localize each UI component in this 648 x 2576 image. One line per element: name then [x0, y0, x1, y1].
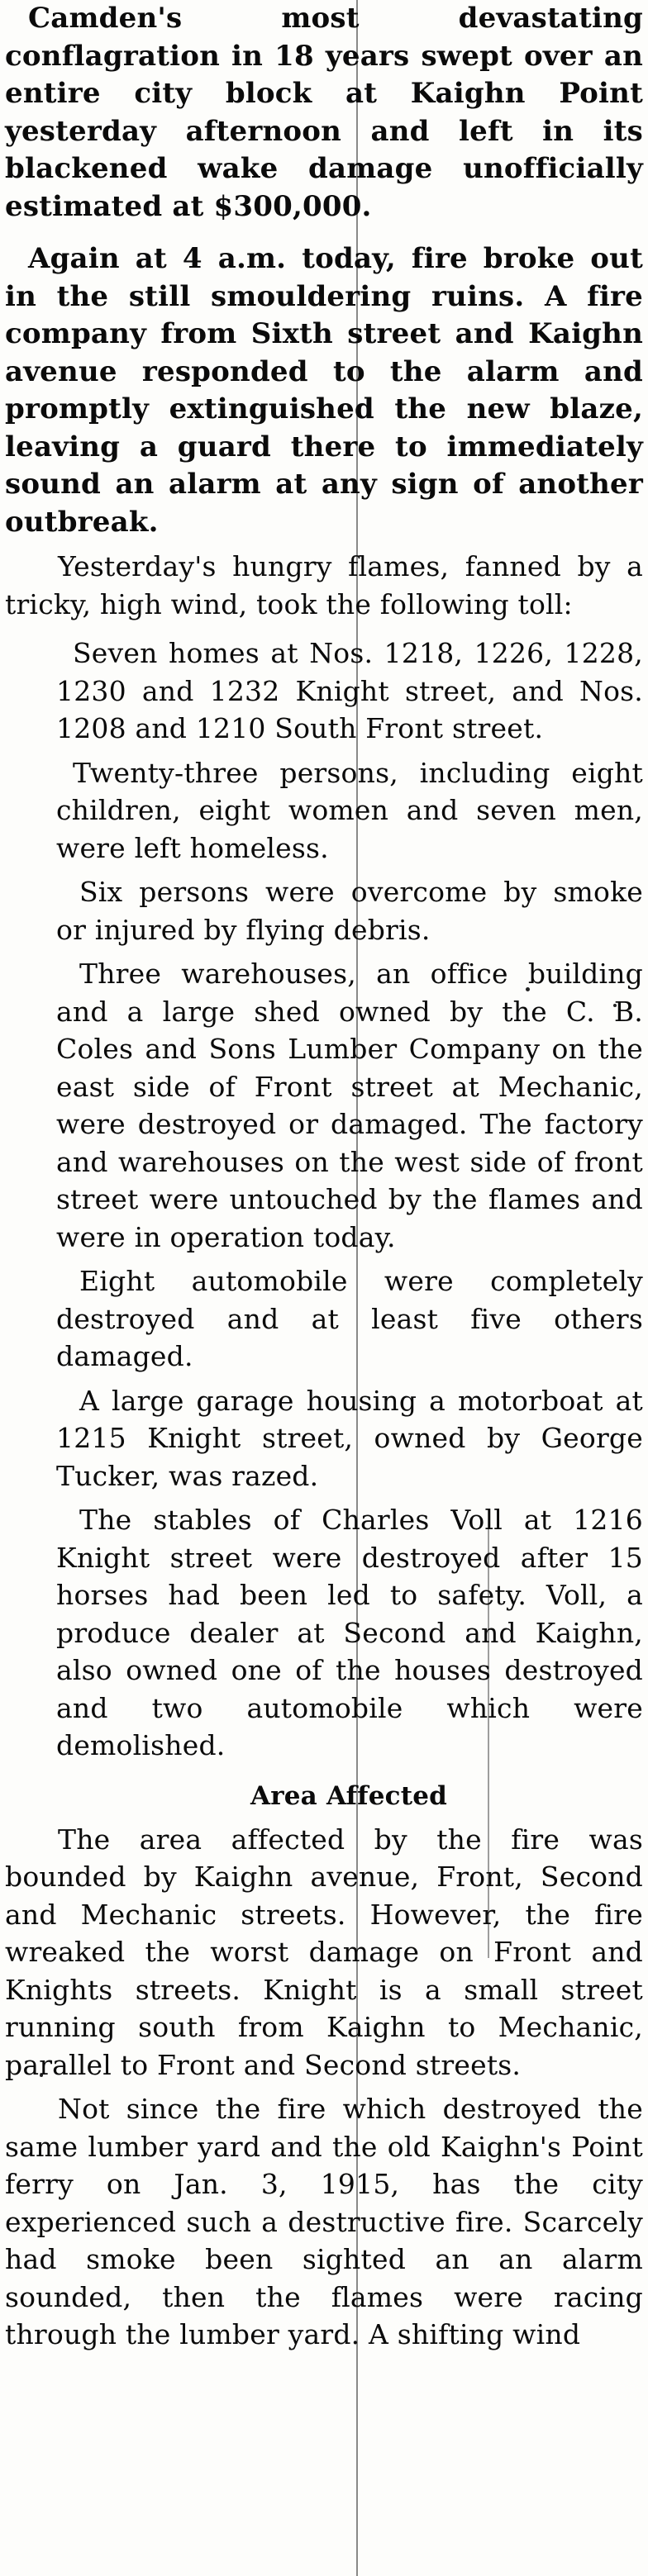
- toll-item-homeless: Twenty-three persons, including eight children, eight women and seven men, were left homeless.: [56, 756, 643, 864]
- lead-paragraph: Camden's most devastating conflagration in 18 years swept over an entire city block at Kaighn Point yesterday afternoon and left in its blackened wake damage unofficially estimated at $300,000.: [5, 2, 643, 223]
- paragraph-area: The area affected by the fire was bounded by Kaighn avenue, Front, Second and Mechanic streets. However, the fire wreaked the worst damage on Front and Knights streets. Knight is a small street running south from Kaighn to Mechanic, parallel to Front and Second streets.: [5, 1823, 643, 2081]
- toll-item-automobiles: Eight automobile were completely destroyed and at least five others damaged.: [56, 1265, 643, 1372]
- paragraph-toll-intro: Yesterday's hungry flames, fanned by a tricky, high wind, took the following toll:: [5, 550, 643, 620]
- subheading: Area Affected: [250, 1780, 448, 1811]
- toll-item-warehouses: Three warehouses, an office building and a large shed owned by the C. B. Coles and Sons Lumber Company on the east side of Front street at Mechanic, were destroyed or damaged. The factory and warehouses on the west side of front street were untouched by the flames and were in operation today.: [56, 958, 643, 1253]
- article-column: [5, 0, 643, 2354]
- paragraph-second-fire: Again at 4 a.m. today, fire broke out in the still smouldering ruins. A fire company from Sixth street and Kaighn avenue responded to the alarm and promptly extinguished the new blaze, leaving a guard there to immediately sound an alarm at any sign of another outbreak.: [5, 242, 643, 539]
- toll-item-injured: Six persons were overcome by smoke or injured by flying debris.: [56, 876, 643, 946]
- toll-item-homes: Seven homes at Nos. 1218, 1226, 1228, 1230 and 1232 Knight street, and Nos. 1208 and 1210 South Front street.: [56, 637, 643, 744]
- toll-item-garage: A large garage housing a motorboat at 1215 Knight street, owned by George Tucker, was razed.: [56, 1384, 643, 1492]
- paragraph-history: Not since the fire which destroyed the same lumber yard and the old Kaighn's Point ferry on Jan. 3, 1915, has the city experienced such a destructive fire. Scarcely had smoke been sighted an an alarm sounded, then the flames were racing through the lumber yard. A shifting wind: [5, 2093, 643, 2350]
- toll-item-stables: The stables of Charles Voll at 1216 Knight street were destroyed after 15 horses had been led to safety. Voll, a produce dealer at Second and Kaighn, also owned one of the houses destroyed and two automobile which were demolished.: [56, 1504, 643, 1761]
